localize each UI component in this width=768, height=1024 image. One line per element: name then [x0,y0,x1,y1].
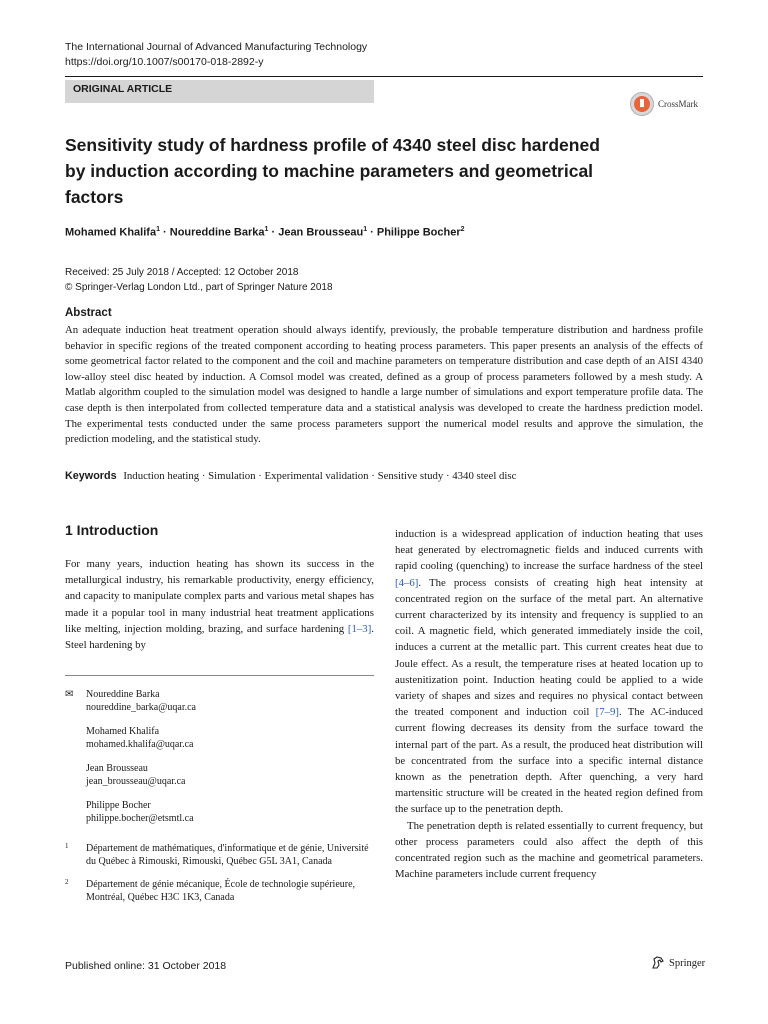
intro-paragraph [65,556,374,653]
affiliation-entry [65,878,374,904]
contact-entry [65,725,374,751]
contact-email[interactable]: noureddine_barka@uqar.ca [86,702,196,713]
contact-name: Mohamed Khalifa [86,726,160,737]
intro-left-column [65,556,374,653]
contact-entry [65,688,374,714]
citation-link[interactable]: [7–9] [595,706,620,719]
author-name[interactable]: Mohamed Khalifa [65,226,157,239]
journal-name: The International Journal of Advanced Manufacturing Technology [65,41,368,53]
crossmark-icon [630,92,654,116]
author-separator: · [367,226,377,239]
copyright-line: © Springer-Verlag London Ltd., part of Springer Nature 2018 [65,282,333,293]
article-type-badge: ORIGINAL ARTICLE [65,80,374,103]
footnote-rule [65,675,374,676]
intro-text: For many years, induction heating has shown its success in the metallurgical industry, his remarkable productivity, energy efficiency, and capacity to manipulate complex parts and various metal shapes has made it a popular tool in many industrial heat treatment applications like melting, injection molding, brazing, and surface hardening [65,558,374,635]
intro-paragraph: The penetration depth is related essentially to current frequency, but other process parameters could also affect the depth of this concentrated region such as the machine and geometrical parameters. Machine parameters include current frequency [395,819,703,881]
abstract-text: An adequate induction heat treatment operation should always identify, previously, the probable temperature distribution and hardness profile behavior in specific regions of the treated component according to heating process parameters. This paper presents an analysis of the effects of some geometrical factor related to the component and the coil and machine parameters on temperature distribution and case depth of an AISI 4340 low-alloy steel disc heated by induction. A Comsol model was created, defined as a group of process parameters followed by a mesh study. A Matlab algorithm coupled to the simulation model was designed to handle a large number of simulations and export temperature profile data. The case depth is then interpolated from collected temperature data and a statistical analysis was developed to create the hardness prediction model. The experimental tests conducted under the same process parameters support the numerical model results and approve the simulation, the prediction modeling, and the statistical study. [65,324,703,446]
author-name[interactable]: Noureddine Barka [169,226,265,239]
publisher-logo [650,955,705,971]
author-separator: · [268,226,279,239]
journal-header [65,40,367,70]
author-affiliation-mark: 1 [264,226,269,233]
author-separator: · [159,226,170,239]
contact-email[interactable]: philippe.bocher@etsmtl.ca [86,813,194,824]
crossmark-badge[interactable] [630,92,698,116]
contact-entry [65,799,374,825]
citation-link[interactable]: [4–6] [395,576,419,589]
envelope-icon: ✉ [65,689,74,700]
doi-link[interactable]: https://doi.org/10.1007/s00170-018-2892-y [65,56,264,68]
intro-text: induction is a widespread application of induction heating that uses heat generated by electromagnetic fields and induced currents with rapid cooling (quenching) to increase the surface hardness of the steel [395,528,703,573]
author-affiliation-mark: 1 [156,226,160,233]
intro-right-column [395,526,703,882]
author-affiliation-mark: 1 [363,226,368,233]
keywords [65,470,705,482]
published-online: Published online: 31 October 2018 [65,960,227,972]
author-name[interactable]: Philippe Bocher [376,226,461,239]
section-heading-introduction: 1 Introduction [65,522,159,538]
intro-text: . Steel hardening by [65,622,374,652]
contact-name: Noureddine Barka [86,689,160,700]
publisher-name: Springer [669,957,706,969]
abstract-heading: Abstract [65,307,112,319]
contact-email[interactable]: mohamed.khalifa@uqar.ca [86,739,194,750]
intro-text: . The AC-induced current flowing decreases its density from the surface toward the internal part of the part. As a result, the produced heat distribution will be concentrated from the surface into a specific internal distance known as the penetration depth. After quenching, a very hard martensitic structure will be created in the heated region defined from the surface up to the penetration depth. [395,706,703,816]
contact-name: Philippe Bocher [86,800,151,811]
contact-email[interactable]: jean_brousseau@uqar.ca [86,776,186,787]
contact-name: Jean Brousseau [86,763,148,774]
contact-entry [65,762,374,788]
author-affiliation-mark: 2 [460,226,465,233]
affiliation-number: 2 [65,878,69,886]
author-name[interactable]: Jean Brousseau [278,226,364,239]
crossmark-label: CrossMark [658,99,698,109]
header-rule [65,76,703,77]
affiliation-text: Département de génie mécanique, École de technologie supérieure, Montréal, Québec H3C 1K3, Canada [86,879,356,903]
keywords-label: Keywords [65,470,117,482]
intro-text: . The process consists of creating high heat intensity at concentrated region on the surface of the metal part. An alternative current characterized by its intensity and frequency is supplied to an coil. A magnetic field, which generated immediately inside the coil, induces a current at the metallic part. This current creates heat due to Joule effect. As a result, the temperature rises at heated location up to austenitization point. Induction heating could be applied to a wide variety of shapes and sizes and requires no physical contact between the treated component and induction coil [395,576,703,719]
author-contacts [65,688,374,836]
affiliations [65,842,374,914]
keywords-text: Induction heating · Simulation · Experimental validation · Sensitive study · 4340 steel disc [123,470,517,482]
affiliation-text: Département de mathématiques, d'informatique et de génie, Université du Québec à Rimouski, Rimouski, Québec G5L 3A1, Canada [86,843,369,867]
citation-link[interactable]: [1–3] [347,622,372,635]
paper-title: Sensitivity study of hardness profile of 4340 steel disc hardened by induction according to machine parameters and geometrical factors [65,135,600,207]
affiliation-entry [65,842,374,868]
publication-dates [65,265,333,295]
springer-horse-icon [650,955,666,971]
received-accepted: Received: 25 July 2018 / Accepted: 12 October 2018 [65,267,299,278]
affiliation-number: 1 [65,842,69,850]
author-list [65,226,465,239]
intro-paragraph [395,526,703,818]
